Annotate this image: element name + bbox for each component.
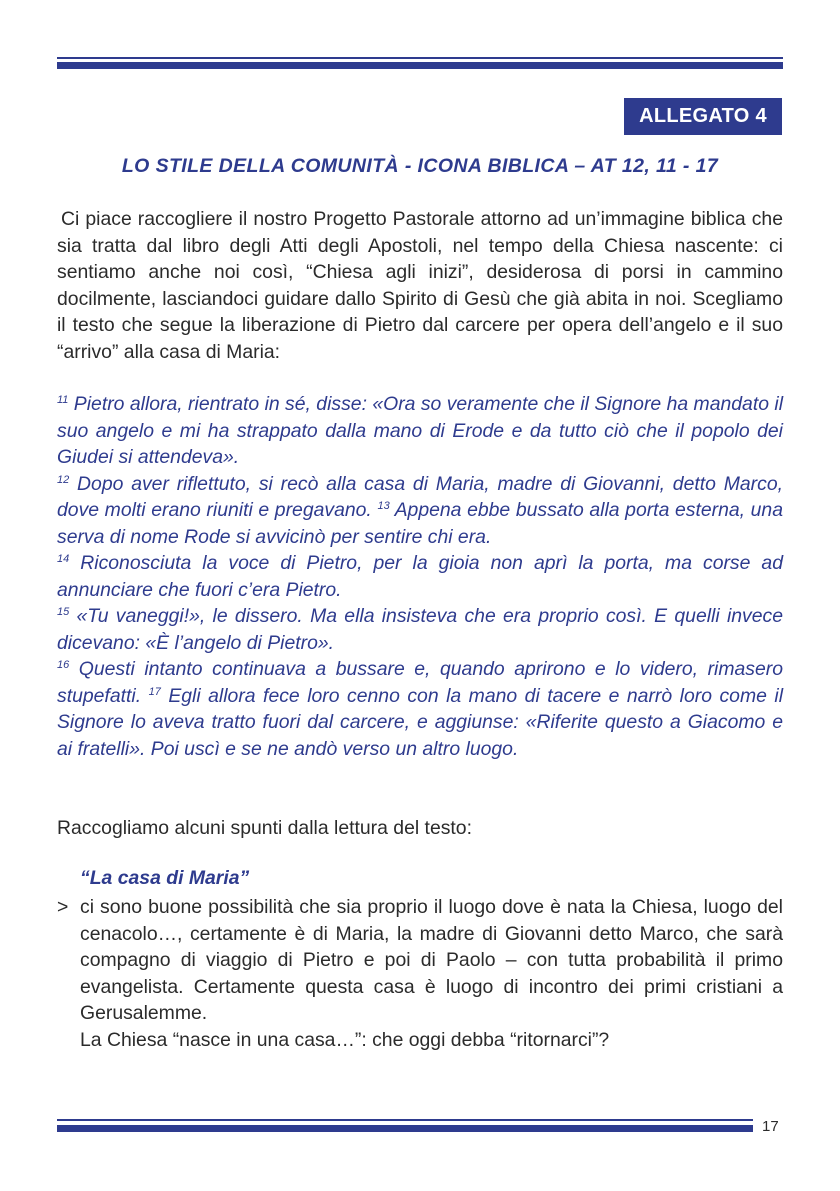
page-title: LO STILE DELLA COMUNITÀ - ICONA BIBLICA – AT 12, 11 - 17 bbox=[121, 155, 719, 177]
bible-passage bbox=[57, 391, 783, 762]
verse-number: 13 bbox=[377, 500, 390, 512]
verse-text: Pietro allora, rientrato in sé, disse: «Ora so veramente che il Signore ha mandato il suo angelo e mi ha strappato dalla mano di Erode e da tutto ciò che il popolo dei Giudei si attendeva». bbox=[57, 393, 784, 468]
verse-15 bbox=[57, 603, 783, 656]
verse-16-17 bbox=[57, 656, 783, 762]
raccogliamo-line: Raccogliamo alcuni spunti dalla lettura del testo: bbox=[57, 817, 472, 839]
verse-number: 17 bbox=[148, 685, 161, 698]
verse-text: «Tu vaneggi!», le dissero. Ma ella insisteva che era proprio così. E quelli invece dicevano: «È l’angelo di Pietro». bbox=[57, 605, 783, 654]
intro-paragraph bbox=[57, 206, 783, 365]
verse-number: 15 bbox=[57, 606, 70, 618]
bullet-text: ci sono buone possibilità che sia proprio il luogo dove è nata la Chiesa, luogo del cenacolo…, certamente è di Maria, la madre di Giovanni detto Marco, che sarà compagno di viaggio di Pietro e poi di Paolo – con tutta probabilità il primo evangelista. Certamente questa casa è luogo di incontro dei primi cristiani a Gerusalemme. bbox=[80, 896, 783, 1024]
verse-number: 12 bbox=[57, 473, 70, 486]
bottom-rule-thin bbox=[57, 1119, 753, 1121]
verse-text: Riconosciuta la voce di Pietro, per la gioia non aprì la porta, ma corse ad annunciare che fuori c’era Pietro. bbox=[57, 552, 783, 601]
top-rule-thick bbox=[57, 62, 783, 69]
bullet-body bbox=[80, 894, 783, 1053]
intro-text: Ci piace raccogliere il nostro Progetto Pastorale attorno ad un’immagine biblica che sia tratta dal libro degli Atti degli Apostoli, nel tempo della Chiesa nascente: ci sentiamo anche noi così, “Chiesa agli inizi”, desiderosa di porsi in cammino docilmente, lasciandoci guidare dallo Spirito di Gesù che già abita in noi. Scegliamo il testo che segue la liberazione di Pietro dal carcere per opera dell’angelo e il suo “arrivo” alla casa di Maria: bbox=[57, 208, 783, 363]
verse-text: Questi intanto continuava a bussare e, quando aprirono e lo videro, rimasero stupefatti. bbox=[57, 658, 783, 707]
verse-14 bbox=[57, 550, 783, 603]
allegato-badge: ALLEGATO 4 bbox=[624, 98, 782, 135]
verse-text: Egli allora fece loro cenno con la mano di tacere e narrò loro come il Signore lo aveva tratto fuori dal carcere, e aggiunse: «Riferite questo a Giacomo e ai fratelli». Poi uscì e se ne andò verso un altro luogo. bbox=[57, 684, 783, 760]
verse-12-13 bbox=[57, 471, 783, 551]
verse-number: 11 bbox=[57, 394, 69, 406]
bullet-question: La Chiesa “nasce in una casa…”: che oggi debba “ritornarci”? bbox=[80, 1028, 610, 1051]
section-heading: “La casa di Maria” bbox=[80, 867, 250, 889]
verse-number: 14 bbox=[57, 553, 70, 565]
top-rule-thin bbox=[57, 57, 783, 59]
bottom-rule-thick bbox=[57, 1125, 753, 1132]
verse-text: Appena ebbe bussato alla porta esterna, una serva di nome Rode si avvicinò per sentire chi era. bbox=[57, 499, 784, 548]
bullet-marker: > bbox=[57, 896, 69, 918]
verse-11 bbox=[57, 391, 783, 471]
verse-text: Dopo aver riflettuto, si recò alla casa di Maria, madre di Giovanni, detto Marco, dove molti erano riuniti e pregavano. bbox=[57, 472, 783, 521]
page-number: 17 bbox=[762, 1118, 779, 1135]
verse-number: 16 bbox=[57, 659, 70, 671]
bullet-item bbox=[57, 894, 783, 1053]
